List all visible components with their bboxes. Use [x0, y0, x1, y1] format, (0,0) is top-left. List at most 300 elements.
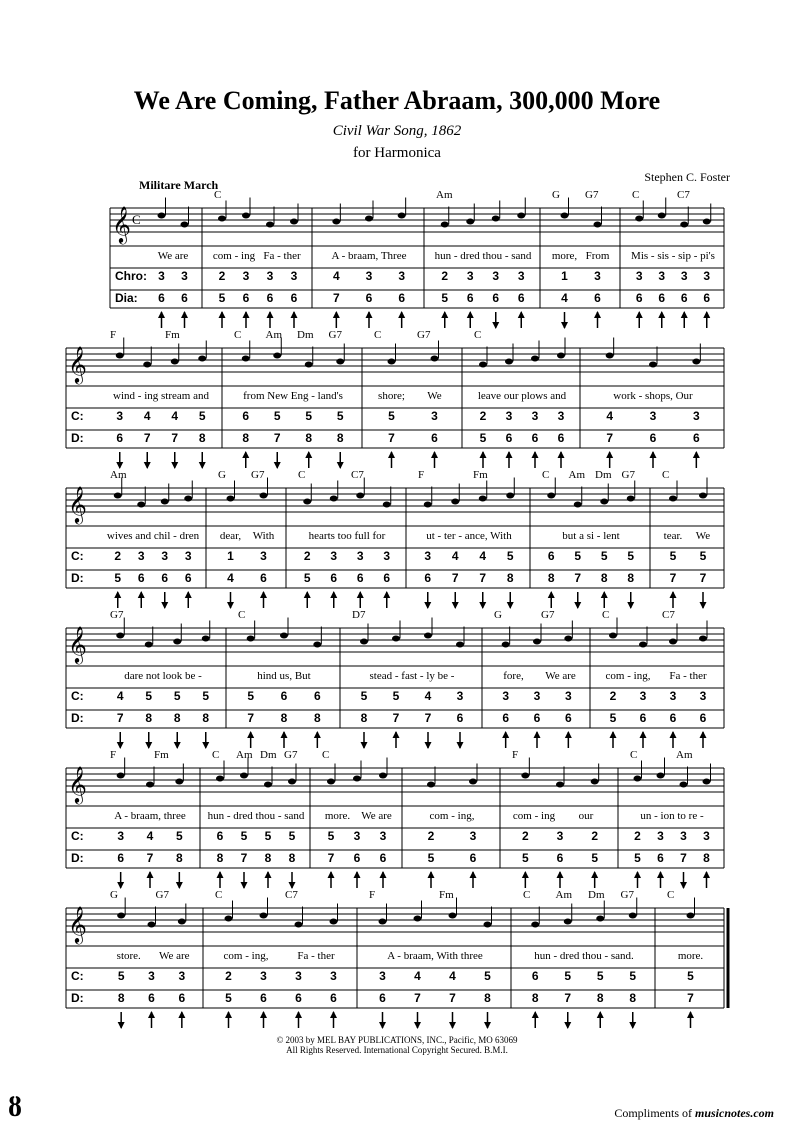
note-head	[158, 213, 166, 219]
chro-hole-number: 6	[313, 689, 321, 703]
chro-hole-number: 5	[198, 409, 206, 423]
note-head	[547, 493, 555, 499]
arrow-head-down-icon	[425, 742, 432, 749]
arrow-head-up-icon	[700, 731, 707, 738]
note-head	[657, 773, 665, 779]
dia-row-label: D:	[71, 851, 84, 865]
lyric-syllable: shore;	[378, 390, 405, 402]
note-head	[564, 919, 572, 925]
dia-hole-number: 6	[266, 291, 274, 305]
note-head	[424, 502, 432, 508]
arrow-head-up-icon	[267, 311, 274, 318]
chro-hole-number: 3	[466, 269, 474, 283]
chro-hole-number: 5	[564, 969, 572, 983]
lyric-syllable: tear.	[663, 530, 683, 542]
note-head	[218, 216, 226, 222]
dia-hole-number: 4	[227, 571, 234, 585]
dia-row-label: Dia:	[115, 291, 138, 305]
note-head	[365, 216, 373, 222]
note-head	[424, 633, 432, 639]
dia-row-label: D:	[71, 711, 84, 725]
chro-hole-number: 6	[547, 549, 555, 563]
lyric-syllable: com - ing	[212, 250, 256, 262]
arrow-head-down-icon	[627, 602, 634, 609]
note-head	[117, 913, 125, 919]
note-head	[492, 216, 500, 222]
arrow-head-up-icon	[181, 311, 188, 318]
song-subtitle: Civil War Song, 1862	[332, 123, 462, 139]
arrow-head-down-icon	[176, 882, 183, 889]
note-head	[505, 359, 513, 365]
chro-row-label: C:	[71, 409, 84, 423]
lyric-syllable: work - shops, Our	[613, 390, 693, 402]
note-head	[388, 359, 396, 365]
chord-symbol: C	[474, 329, 482, 341]
arrow-head-down-icon	[457, 742, 464, 749]
note-head	[264, 782, 272, 788]
dia-hole-number: 6	[692, 431, 700, 445]
chord-symbol: Fm	[165, 329, 180, 341]
arrow-head-up-icon	[305, 451, 312, 458]
chord-symbol: C	[542, 469, 550, 481]
dia-hole-number: 8	[242, 431, 250, 445]
lyric-syllable: dear,	[219, 530, 242, 542]
dia-hole-number: 6	[379, 991, 386, 1005]
song-title: We Are Coming, Father Abraam, 300,000 More	[133, 86, 661, 115]
dia-hole-number: 6	[356, 571, 364, 585]
arrow-head-up-icon	[219, 311, 226, 318]
lyric-syllable: We	[427, 390, 442, 402]
arrow-head-down-icon	[680, 882, 687, 889]
chro-hole-number: 3	[680, 269, 688, 283]
chro-hole-number: 3	[557, 409, 565, 423]
arrow-head-up-icon	[217, 871, 224, 878]
note-head	[247, 636, 255, 642]
chord-symbol: C	[214, 189, 222, 201]
dia-hole-number: 5	[303, 571, 311, 585]
chro-hole-number: 5	[173, 689, 181, 703]
dia-hole-number: 5	[479, 431, 487, 445]
arrow-head-down-icon	[452, 602, 459, 609]
arrow-head-up-icon	[634, 871, 641, 878]
arrow-head-up-icon	[502, 731, 509, 738]
dia-hole-number: 6	[531, 431, 539, 445]
dia-hole-number: 8	[531, 991, 539, 1005]
note-head	[451, 499, 459, 505]
chord-symbol: G7	[155, 889, 169, 901]
dia-hole-number: 6	[295, 991, 302, 1005]
arrow-head-up-icon	[247, 731, 254, 738]
dia-hole-number: 6	[184, 571, 192, 585]
dia-hole-number: 7	[273, 431, 281, 445]
dia-hole-number: 7	[669, 571, 677, 585]
note-head	[114, 493, 122, 499]
arrow-head-up-icon	[431, 451, 438, 458]
arrow-head-up-icon	[380, 871, 387, 878]
dia-hole-number: 6	[466, 291, 474, 305]
note-head	[669, 496, 677, 502]
chro-hole-number: 3	[161, 549, 169, 563]
chord-symbol: C7	[662, 609, 675, 621]
dia-hole-number: 8	[703, 851, 710, 865]
note-head	[260, 493, 268, 499]
note-head	[332, 219, 340, 225]
copyright-line-1: © 2003 by MEL BAY PUBLICATIONS, INC., Pacific, MO 63069	[276, 1035, 518, 1045]
chro-hole-number: 1	[561, 269, 568, 283]
staff-system	[66, 469, 724, 609]
chord-symbol: Dm	[595, 469, 612, 481]
chro-hole-number: 3	[398, 269, 406, 283]
arrow-head-up-icon	[658, 311, 665, 318]
staff-system	[66, 889, 728, 1029]
dia-hole-number: 6	[594, 291, 601, 305]
chord-symbol: Am	[265, 329, 282, 341]
note-head	[533, 639, 541, 645]
arrow-head-up-icon	[532, 451, 539, 458]
note-head	[517, 213, 525, 219]
lyric-syllable: Fa - ther	[297, 950, 335, 962]
dia-hole-number: 6	[242, 291, 250, 305]
chro-hole-number: 3	[330, 549, 338, 563]
chro-hole-number: 2	[218, 269, 226, 283]
arrow-head-up-icon	[703, 311, 710, 318]
chro-hole-number: 3	[353, 829, 361, 843]
arrow-head-down-icon	[414, 1022, 421, 1029]
chord-symbol: Fm	[439, 889, 454, 901]
chro-hole-number: 2	[303, 549, 311, 563]
dia-hole-number: 8	[506, 571, 514, 585]
chro-hole-number: 5	[247, 689, 255, 703]
chord-symbol: Am	[676, 749, 693, 761]
dia-hole-number: 6	[137, 571, 145, 585]
note-head	[441, 222, 449, 228]
note-head	[137, 502, 145, 508]
arrow-head-down-icon	[484, 1022, 491, 1029]
lyric-syllable: wives and chil - dren	[106, 530, 200, 542]
dia-hole-number: 7	[116, 711, 124, 725]
chro-hole-number: 5	[264, 829, 272, 843]
dia-hole-number: 7	[574, 571, 582, 585]
dia-hole-number: 6	[383, 571, 391, 585]
chord-symbol: Dm	[588, 889, 605, 901]
chro-hole-number: 3	[184, 549, 192, 563]
chord-symbol: Dm	[260, 749, 277, 761]
arrow-head-up-icon	[591, 871, 598, 878]
treble-clef-icon: 𝄞	[68, 765, 87, 803]
dia-hole-number: 7	[687, 991, 694, 1005]
arrow-head-down-icon	[379, 1022, 386, 1029]
chord-symbol: F	[512, 749, 519, 761]
note-head	[290, 219, 298, 225]
chord-symbol: C	[662, 469, 670, 481]
dia-hole-number: 6	[379, 851, 387, 865]
arrow-head-up-icon	[558, 451, 565, 458]
note-head	[699, 636, 707, 642]
dia-hole-number: 6	[649, 431, 657, 445]
dia-hole-number: 8	[145, 711, 153, 725]
chro-hole-number: 4	[479, 549, 487, 563]
arrow-head-up-icon	[304, 591, 311, 598]
dia-hole-number: 7	[479, 571, 487, 585]
dia-hole-number: 8	[336, 431, 344, 445]
arrow-head-down-icon	[479, 602, 486, 609]
arrow-head-up-icon	[330, 591, 337, 598]
lyric-syllable: A - braam, Three	[331, 250, 407, 262]
chord-symbol: C	[602, 609, 610, 621]
arrow-head-down-icon	[337, 462, 344, 469]
chro-hole-number: 3	[365, 269, 373, 283]
treble-clef-icon: 𝄞	[68, 345, 87, 383]
note-head	[392, 636, 400, 642]
dia-hole-number: 7	[449, 991, 456, 1005]
chro-hole-number: 3	[564, 689, 572, 703]
arrow-head-up-icon	[138, 591, 145, 598]
note-head	[175, 779, 183, 785]
arrow-head-down-icon	[171, 462, 178, 469]
chro-hole-number: 3	[533, 689, 541, 703]
arrow-head-up-icon	[178, 1011, 185, 1018]
arrow-head-up-icon	[314, 731, 321, 738]
chro-hole-number: 4	[171, 409, 179, 423]
dia-hole-number: 5	[114, 571, 122, 585]
dia-hole-number: 6	[116, 431, 124, 445]
lyric-syllable: but a si - lent	[562, 530, 620, 542]
chro-hole-number: 5	[687, 969, 694, 983]
note-head	[596, 916, 604, 922]
chord-symbol: F	[369, 889, 376, 901]
chro-hole-number: 3	[260, 969, 267, 983]
dia-hole-number: 8	[202, 711, 210, 725]
note-head	[327, 779, 335, 785]
dia-hole-number: 6	[533, 711, 541, 725]
dia-hole-number: 6	[492, 291, 500, 305]
note-head	[184, 496, 192, 502]
lyric-syllable: We are	[157, 250, 189, 262]
dia-hole-number: 6	[639, 711, 647, 725]
note-head	[273, 353, 281, 359]
arrow-head-up-icon	[480, 451, 487, 458]
arrow-head-down-icon	[561, 322, 568, 329]
note-head	[629, 913, 637, 919]
staff-system	[110, 189, 724, 329]
chro-hole-number: 3	[330, 969, 337, 983]
chro-hole-number: 5	[273, 409, 281, 423]
arrow-head-down-icon	[174, 742, 181, 749]
chro-hole-number: 3	[531, 409, 539, 423]
note-head	[178, 919, 186, 925]
chro-hole-number: 5	[336, 409, 344, 423]
chord-symbol: C	[234, 329, 242, 341]
instrument-label: for Harmonica	[353, 145, 441, 161]
chro-hole-number: 3	[178, 969, 186, 983]
chro-hole-number: 3	[669, 689, 677, 703]
note-head	[703, 779, 711, 785]
dia-hole-number: 6	[181, 291, 188, 305]
chro-hole-number: 2	[114, 549, 122, 563]
chord-symbol: G7	[328, 329, 342, 341]
dia-hole-number: 6	[556, 851, 564, 865]
dia-hole-number: 6	[557, 431, 565, 445]
chro-hole-number: 5	[629, 969, 637, 983]
note-head	[594, 222, 602, 228]
note-head	[242, 356, 250, 362]
note-head	[303, 499, 311, 505]
lyric-syllable: hearts too full for	[308, 530, 386, 542]
lyric-syllable: leave our plows and	[477, 390, 567, 402]
chord-symbol: C	[667, 889, 675, 901]
note-head	[280, 633, 288, 639]
chro-hole-number: 3	[356, 549, 364, 563]
arrow-head-up-icon	[670, 731, 677, 738]
chro-hole-number: 5	[117, 969, 125, 983]
chro-hole-number: 2	[225, 969, 232, 983]
chord-symbol: Am	[110, 469, 127, 481]
chro-hole-number: 2	[479, 409, 487, 423]
chro-hole-number: 2	[427, 829, 435, 843]
arrow-head-up-icon	[470, 871, 477, 878]
dia-hole-number: 6	[161, 571, 169, 585]
chro-hole-number: 4	[116, 689, 124, 703]
dia-hole-number: 8	[175, 851, 183, 865]
chro-hole-number: 3	[266, 269, 274, 283]
footer-credit	[614, 1106, 774, 1121]
arrow-head-up-icon	[388, 451, 395, 458]
arrow-head-up-icon	[148, 1011, 155, 1018]
chro-hole-number: 3	[635, 269, 643, 283]
chro-hole-number: 3	[517, 269, 525, 283]
note-head	[242, 213, 250, 219]
time-signature: C	[132, 212, 141, 227]
arrow-head-down-icon	[361, 742, 368, 749]
dia-hole-number: 6	[290, 291, 298, 305]
note-head	[634, 776, 642, 782]
lyric-syllable: our	[578, 810, 594, 822]
dia-hole-number: 6	[699, 711, 707, 725]
arrow-head-up-icon	[565, 731, 572, 738]
chord-symbol: G	[552, 189, 560, 201]
arrow-head-up-icon	[260, 591, 267, 598]
note-head	[531, 922, 539, 928]
chro-hole-number: 4	[146, 829, 154, 843]
chro-hole-number: 3	[699, 689, 707, 703]
lyric-syllable: From	[585, 250, 610, 262]
note-head	[173, 639, 181, 645]
dia-hole-number: 8	[629, 991, 637, 1005]
chro-hole-number: 5	[288, 829, 296, 843]
dia-hole-number: 6	[158, 291, 165, 305]
note-head	[574, 502, 582, 508]
dia-hole-number: 7	[143, 431, 151, 445]
arrow-head-up-icon	[242, 451, 249, 458]
dia-hole-number: 7	[388, 431, 395, 445]
chro-hole-number: 2	[521, 829, 529, 843]
dia-hole-number: 6	[260, 571, 267, 585]
note-head	[414, 916, 422, 922]
chro-row-label: C:	[71, 969, 84, 983]
arrow-head-up-icon	[597, 1011, 604, 1018]
chord-symbol: C	[632, 189, 640, 201]
dia-hole-number: 6	[469, 851, 477, 865]
lyric-syllable: We	[695, 530, 711, 542]
dia-hole-number: 8	[216, 851, 224, 865]
dia-hole-number: 6	[330, 991, 337, 1005]
dia-hole-number: 6	[658, 291, 666, 305]
lyric-syllable: hun - dred thou - sand	[434, 250, 532, 262]
lyric-syllable: more,	[551, 250, 578, 262]
lyric-syllable: com - ing,	[429, 810, 475, 822]
chro-hole-number: 5	[388, 409, 395, 423]
dia-hole-number: 8	[360, 711, 368, 725]
dia-hole-number: 6	[431, 431, 438, 445]
chro-hole-number: 3	[158, 269, 165, 283]
chro-hole-number: 6	[280, 689, 288, 703]
note-head	[639, 642, 647, 648]
chro-hole-number: 4	[143, 409, 151, 423]
note-head	[295, 922, 303, 928]
note-head	[680, 222, 688, 228]
note-head	[600, 499, 608, 505]
chro-row-label: C:	[71, 549, 84, 563]
chro-hole-number: 3	[116, 409, 124, 423]
lyric-syllable: from New Eng - land's	[243, 390, 343, 402]
chro-hole-number: 5	[240, 829, 248, 843]
arrow-head-down-icon	[289, 882, 296, 889]
arrow-head-down-icon	[241, 882, 248, 889]
note-head	[449, 913, 457, 919]
lyric-syllable: com - ing	[512, 810, 556, 822]
note-head	[266, 222, 274, 228]
chord-symbol: Fm	[154, 749, 169, 761]
chro-hole-number: 3	[242, 269, 250, 283]
lyric-syllable: A - braam, three	[114, 810, 186, 822]
chro-row-label: C:	[71, 689, 84, 703]
lyric-syllable: more.	[324, 810, 351, 822]
chro-hole-number: 1	[227, 549, 234, 563]
arrow-head-down-icon	[424, 602, 431, 609]
chro-hole-number: 4	[449, 969, 456, 983]
dia-hole-number: 6	[260, 991, 267, 1005]
note-head	[703, 219, 711, 225]
arrow-head-up-icon	[506, 451, 513, 458]
chord-symbol: C	[374, 329, 382, 341]
treble-clef-icon: 𝄞	[112, 205, 131, 243]
note-head	[606, 353, 614, 359]
arrow-head-down-icon	[564, 1022, 571, 1029]
note-head	[148, 922, 156, 928]
note-head	[502, 642, 510, 648]
arrow-head-down-icon	[118, 1022, 125, 1029]
dia-hole-number: 7	[699, 571, 707, 585]
note-head	[699, 493, 707, 499]
dia-hole-number: 6	[669, 711, 677, 725]
dia-hole-number: 7	[327, 851, 335, 865]
chro-hole-number: 3	[148, 969, 155, 983]
staff-system	[66, 329, 724, 469]
dia-hole-number: 5	[218, 291, 226, 305]
chro-hole-number: 5	[360, 689, 368, 703]
arrow-head-up-icon	[601, 591, 608, 598]
note-head	[506, 493, 514, 499]
chro-hole-number: 5	[669, 549, 677, 563]
dia-hole-number: 4	[561, 291, 568, 305]
chro-hole-number: 5	[175, 829, 183, 843]
chord-symbol: F	[418, 469, 425, 481]
chro-hole-number: 3	[469, 829, 477, 843]
footer-site-link[interactable]: musicnotes.com	[694, 1106, 774, 1120]
dia-hole-number: 6	[148, 991, 155, 1005]
arrow-head-down-icon	[274, 462, 281, 469]
arrow-head-up-icon	[640, 731, 647, 738]
